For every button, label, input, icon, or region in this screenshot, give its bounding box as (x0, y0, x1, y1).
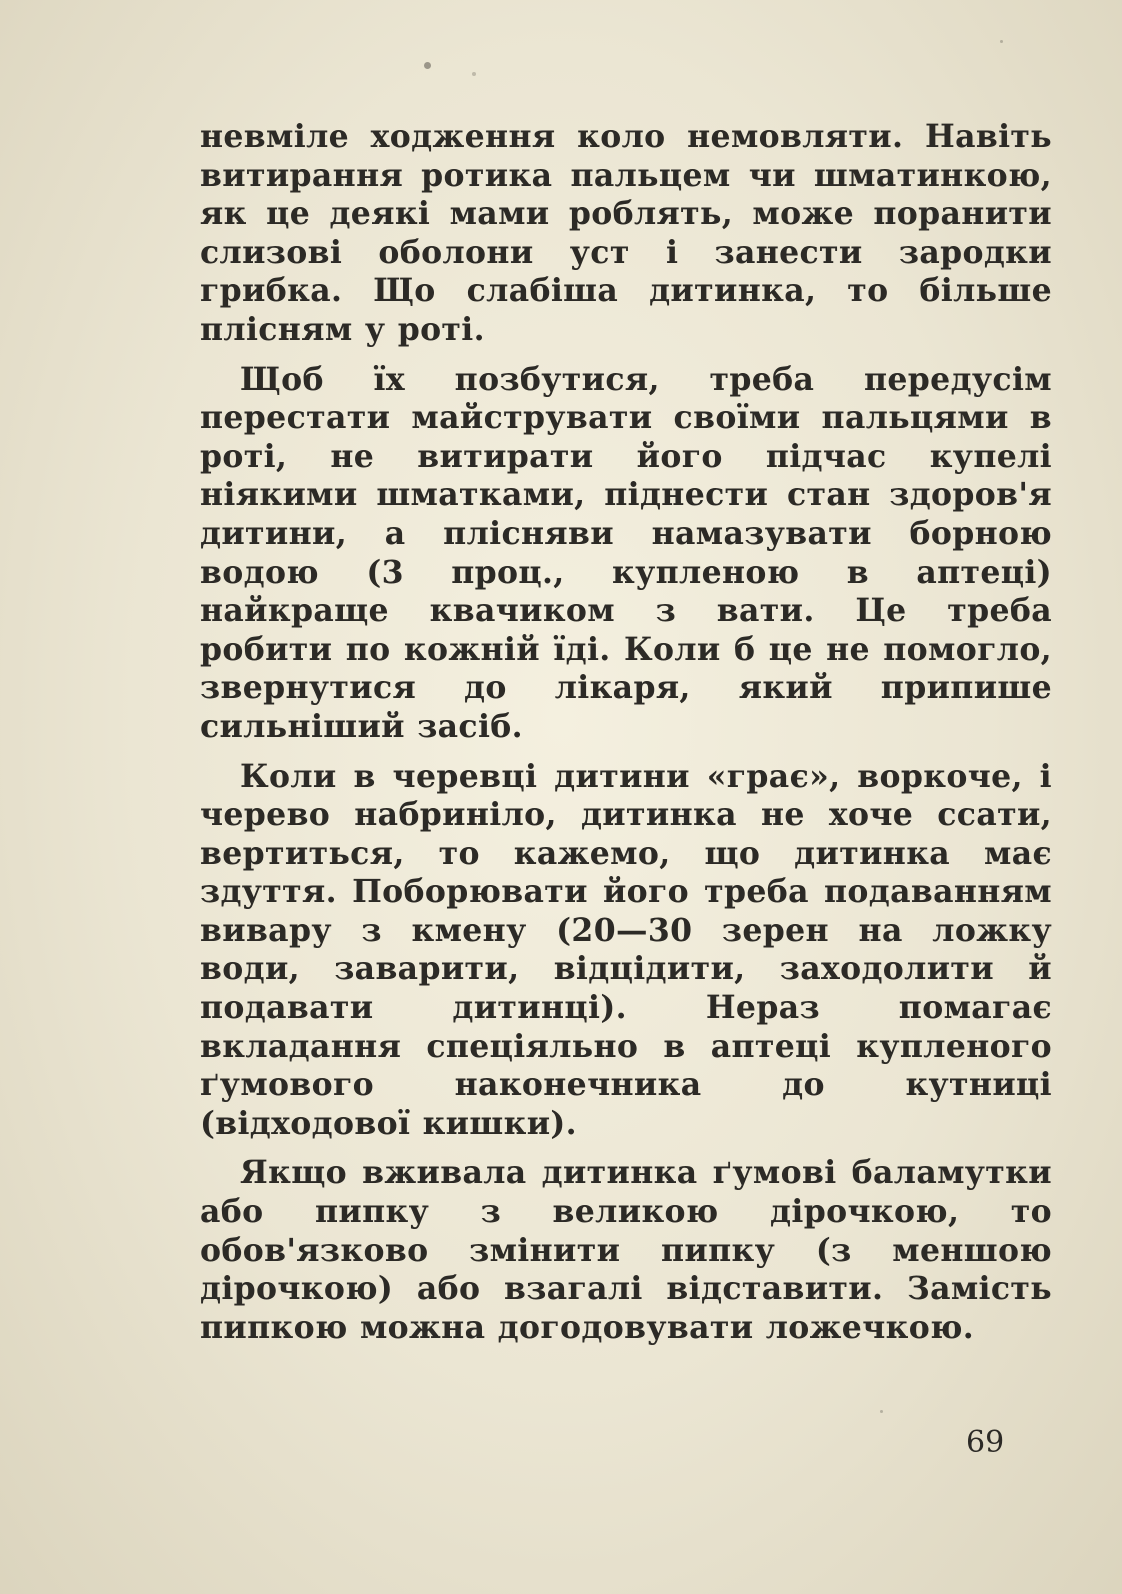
ink-speck (472, 72, 476, 76)
page-number: 69 (966, 1425, 1005, 1460)
paragraph-bloating: Коли в черевці дитини «грає», воркоче, і черево набриніло, дитинка не хоче ссати, вертиться, то кажемо, що дитинка має здуття. Поборювати його треба подаванням вивару з кмену (20—30 зерен на ложку води, заварити, відцідити, заходолити й подавати дитинці). Нераз помагає вкладання спеціяльно в аптеці купленого ґумового наконечника до кутниці (відходової кишки). (200, 757, 1052, 1142)
ink-speck (424, 62, 431, 69)
paragraph-treatment-thrush: Щоб їх позбутися, треба передусім перестати майструвати своїми пальцями в роті, не витирати його підчас купелі ніякими шматками, піднести стан здоров'я дитини, а плісняви намазувати борною водою (3 проц., купленою в аптеці) найкраще квачиком з вати. Це треба робити по кожній їді. Коли б це не помогло, звернутися до лікаря, який припише сильніший засіб. (200, 360, 1052, 745)
paragraph-continuation: невміле ходження коло немовляти. Навіть витирання ротика пальцем чи шматинкою, як це деякі мами роблять, може поранити слизові оболони уст і занести зародки грибка. Що слабіша дитинка, то більше плісням у роті. (200, 118, 1052, 348)
page-text (200, 118, 1052, 1347)
ink-speck (1000, 40, 1003, 43)
paragraph-pacifier: Якщо вживала дитинка ґумові баламутки або пипку з великою дірочкою, то обов'язково змінити пипку (з меншою дірочкою) або взагалі відставити. Замість пипкою можна догодовувати ложечкою. (200, 1154, 1052, 1346)
ink-speck (880, 1410, 883, 1413)
